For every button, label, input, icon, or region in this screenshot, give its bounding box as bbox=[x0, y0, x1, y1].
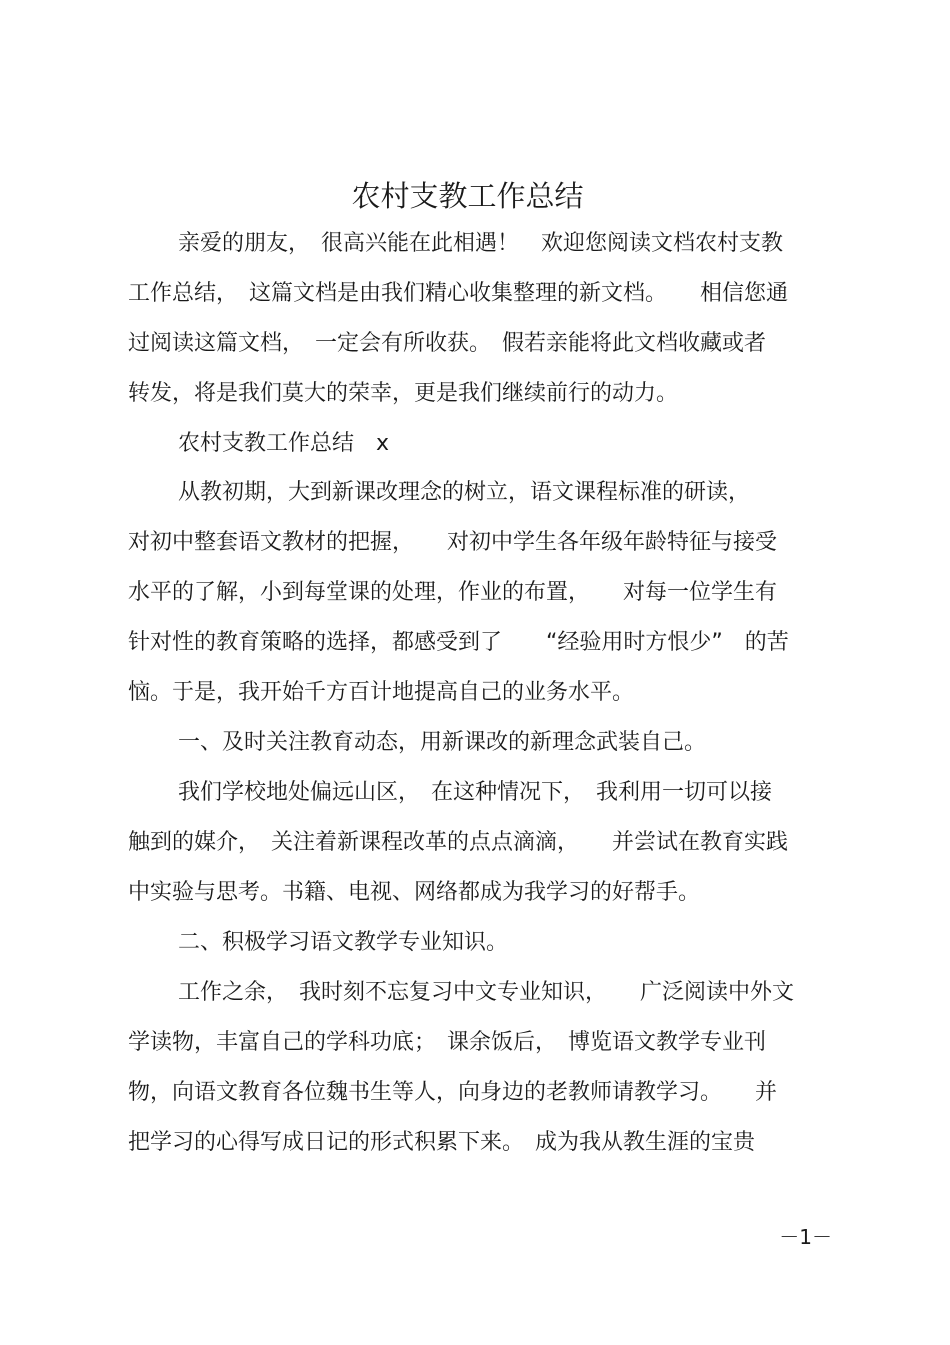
paragraph-line: 恼。于是，我开始千方百计地提高自己的业务水平。 bbox=[128, 680, 635, 705]
paragraph-line: 转发，将是我们莫大的荣幸，更是我们继续前行的动力。 bbox=[128, 381, 679, 406]
paragraph-line: 中实验与思考。书籍、电视、网络都成为我学习的好帮手。 bbox=[128, 880, 701, 905]
section-heading: 二、积极学习语文教学专业知识。 bbox=[178, 930, 509, 955]
paragraph-line: 把学习的心得写成日记的形式积累下来。 成为我从教生涯的宝贵 bbox=[128, 1130, 756, 1155]
section-subtitle: 农村支教工作总结 x bbox=[178, 431, 390, 456]
paragraph-line: 水平的了解，小到每堂课的处理，作业的布置， 对每一位学生有 bbox=[128, 580, 778, 605]
paragraph-line: 从教初期，大到新课改理念的树立，语文课程标准的研读， bbox=[178, 480, 751, 505]
paragraph-line: 工作之余， 我时刻不忘复习中文专业知识， 广泛阅读中外文 bbox=[178, 980, 795, 1005]
paragraph-line: 对初中整套语文教材的把握， 对初中学生各年级年龄特征与接受 bbox=[128, 530, 778, 555]
paragraph-line: 物，向语文教育各位魏书生等人，向身边的老教师请教学习。 并 bbox=[128, 1080, 778, 1105]
section-heading: 一、及时关注教育动态，用新课改的新理念武装自己。 bbox=[178, 730, 707, 755]
paragraph-line: 触到的媒介， 关注着新课程改革的点点滴滴， 并尝试在教育实践 bbox=[128, 830, 789, 855]
paragraph-line: 亲爱的朋友， 很高兴能在此相遇！ 欢迎您阅读文档农村支教 bbox=[178, 231, 784, 256]
paragraph-line: 我们学校地处偏远山区， 在这种情况下， 我利用一切可以接 bbox=[178, 780, 773, 805]
paragraph-line: 工作总结， 这篇文档是由我们精心收集整理的新文档。 相信您通 bbox=[128, 281, 789, 306]
paragraph-line: 学读物，丰富自己的学科功底； 课余饭后， 博览语文教学专业刊 bbox=[128, 1030, 767, 1055]
page-number: －1－ bbox=[779, 1225, 832, 1249]
paragraph-line: 针对性的教育策略的选择，都感受到了 “经验用时方恨少” 的苦 bbox=[128, 630, 789, 655]
paragraph-line: 过阅读这篇文档， 一定会有所收获。 假若亲能将此文档收藏或者 bbox=[128, 331, 767, 356]
document-title: 农村支教工作总结 bbox=[351, 179, 584, 213]
